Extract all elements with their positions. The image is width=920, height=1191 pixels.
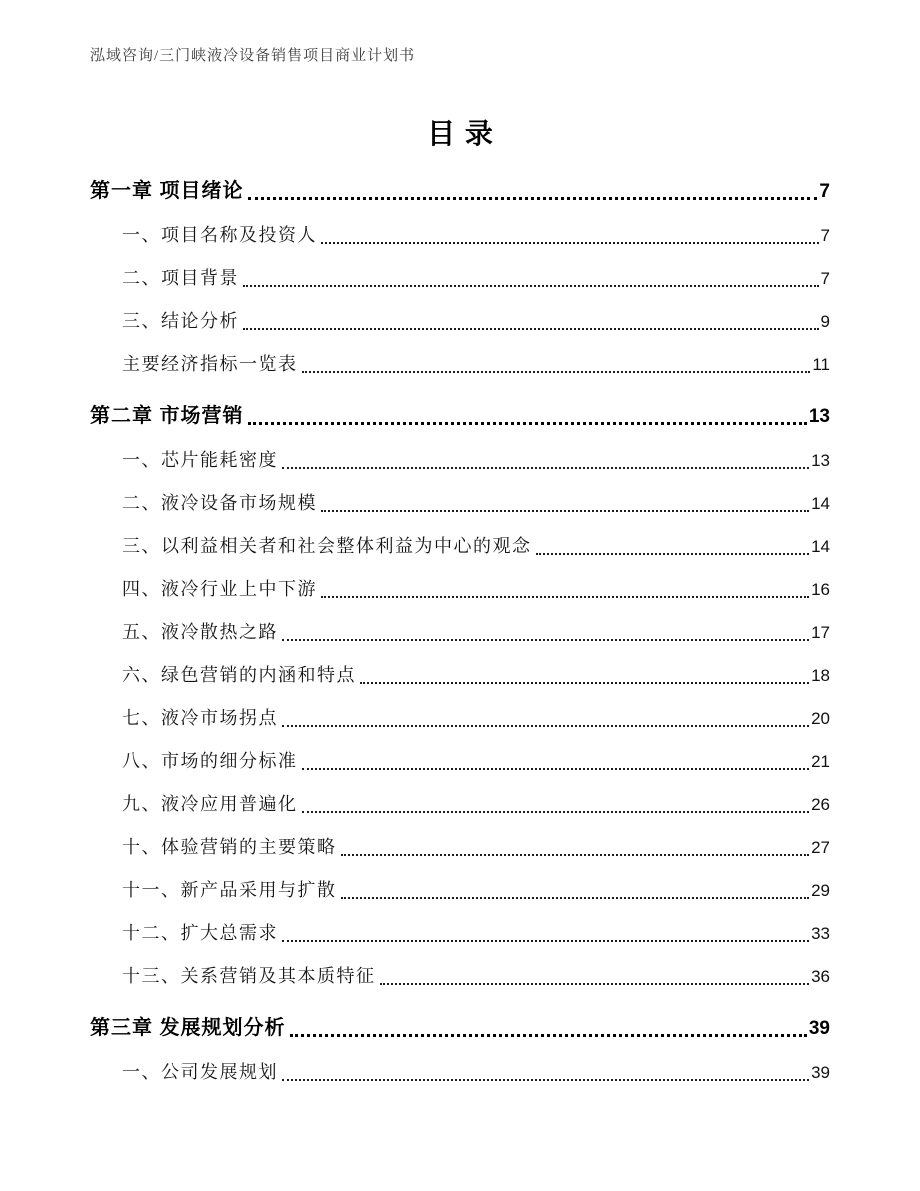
toc-chapter-label: 第三章 发展规划分析 xyxy=(90,1017,286,1039)
dot-leader xyxy=(282,725,809,727)
dot-leader xyxy=(282,940,809,942)
toc-item-row[interactable] xyxy=(122,919,830,948)
toc-item-label: 二、项目背景 xyxy=(122,268,239,288)
toc-item-label: 八、市场的细分标准 xyxy=(122,751,298,771)
dot-leader xyxy=(290,1034,807,1037)
dot-leader xyxy=(282,639,809,641)
dot-leader xyxy=(321,242,819,244)
toc-item-row[interactable] xyxy=(122,1058,830,1087)
toc-page-number: 7 xyxy=(820,269,830,288)
table-of-contents xyxy=(90,176,830,1087)
dot-leader xyxy=(321,510,809,512)
toc-item-label: 二、液冷设备市场规模 xyxy=(122,493,317,513)
toc-page-number: 7 xyxy=(819,181,830,202)
dot-leader xyxy=(302,768,810,770)
toc-page-number: 13 xyxy=(811,451,830,470)
toc-page-number: 36 xyxy=(811,967,830,986)
toc-page-number: 18 xyxy=(811,666,830,685)
toc-page-number: 33 xyxy=(811,924,830,943)
page-title: 目录 xyxy=(427,119,503,150)
dot-leader xyxy=(248,422,807,425)
toc-chapter-row[interactable] xyxy=(90,1013,830,1044)
toc-item-row[interactable] xyxy=(122,747,830,776)
toc-item-row[interactable] xyxy=(122,618,830,647)
dot-leader xyxy=(341,897,810,899)
toc-chapter-row[interactable] xyxy=(90,401,830,432)
toc-item-row[interactable] xyxy=(122,307,830,336)
dot-leader xyxy=(282,467,809,469)
toc-item-row[interactable] xyxy=(122,790,830,819)
dot-leader xyxy=(243,328,819,330)
toc-page-number: 11 xyxy=(812,355,830,374)
toc-item-label: 五、液冷散热之路 xyxy=(122,622,278,642)
toc-page-number: 16 xyxy=(811,580,830,599)
toc-item-label: 十一、新产品采用与扩散 xyxy=(122,880,337,900)
toc-item-row[interactable] xyxy=(122,264,830,293)
dot-leader xyxy=(243,285,819,287)
toc-item-row[interactable] xyxy=(122,489,830,518)
dot-leader xyxy=(302,811,810,813)
dot-leader xyxy=(360,682,809,684)
toc-item-row[interactable] xyxy=(122,661,830,690)
toc-item-label: 主要经济指标一览表 xyxy=(122,354,298,374)
toc-page-number: 14 xyxy=(811,494,830,513)
toc-page-number: 27 xyxy=(811,838,830,857)
document-header: 泓域咨询/三门峡液冷设备销售项目商业计划书 xyxy=(90,48,416,64)
toc-item-row[interactable] xyxy=(122,221,830,250)
toc-page-number: 21 xyxy=(811,752,830,771)
toc-item-row[interactable] xyxy=(122,446,830,475)
toc-page-number: 39 xyxy=(811,1063,830,1082)
toc-page-number: 29 xyxy=(811,881,830,900)
toc-item-row[interactable] xyxy=(122,532,830,561)
toc-chapter-label: 第一章 项目绪论 xyxy=(90,180,244,202)
toc-item-label: 十二、扩大总需求 xyxy=(122,923,278,943)
dot-leader xyxy=(302,371,811,373)
toc-page-number: 13 xyxy=(808,406,830,427)
toc-item-label: 一、项目名称及投资人 xyxy=(122,225,317,245)
toc-item-row[interactable] xyxy=(122,833,830,862)
toc-item-row[interactable] xyxy=(122,350,830,379)
toc-chapter-label: 第二章 市场营销 xyxy=(90,405,244,427)
toc-item-row[interactable] xyxy=(122,704,830,733)
toc-page-number: 9 xyxy=(820,312,830,331)
dot-leader xyxy=(282,1079,809,1081)
toc-item-label: 一、公司发展规划 xyxy=(122,1062,278,1082)
toc-item-label: 三、结论分析 xyxy=(122,311,239,331)
toc-item-label: 十三、关系营销及其本质特征 xyxy=(122,966,376,986)
toc-page-number: 26 xyxy=(811,795,830,814)
dot-leader xyxy=(248,197,818,200)
toc-item-row[interactable] xyxy=(122,962,830,991)
toc-item-label: 十、体验营销的主要策略 xyxy=(122,837,337,857)
toc-item-label: 三、以利益相关者和社会整体利益为中心的观念 xyxy=(122,536,532,556)
toc-page-number: 20 xyxy=(811,709,830,728)
dot-leader xyxy=(536,553,810,555)
toc-chapter-row[interactable] xyxy=(90,176,830,207)
toc-item-row[interactable] xyxy=(122,876,830,905)
toc-page-number: 14 xyxy=(811,537,830,556)
dot-leader xyxy=(321,596,809,598)
toc-item-label: 六、绿色营销的内涵和特点 xyxy=(122,665,356,685)
toc-page-number: 7 xyxy=(820,226,830,245)
toc-item-label: 九、液冷应用普遍化 xyxy=(122,794,298,814)
toc-item-row[interactable] xyxy=(122,575,830,604)
toc-page-number: 39 xyxy=(808,1018,830,1039)
toc-item-label: 一、芯片能耗密度 xyxy=(122,450,278,470)
toc-item-label: 四、液冷行业上中下游 xyxy=(122,579,317,599)
dot-leader xyxy=(380,983,810,985)
toc-item-label: 七、液冷市场拐点 xyxy=(122,708,278,728)
dot-leader xyxy=(341,854,810,856)
toc-page-number: 17 xyxy=(811,623,830,642)
